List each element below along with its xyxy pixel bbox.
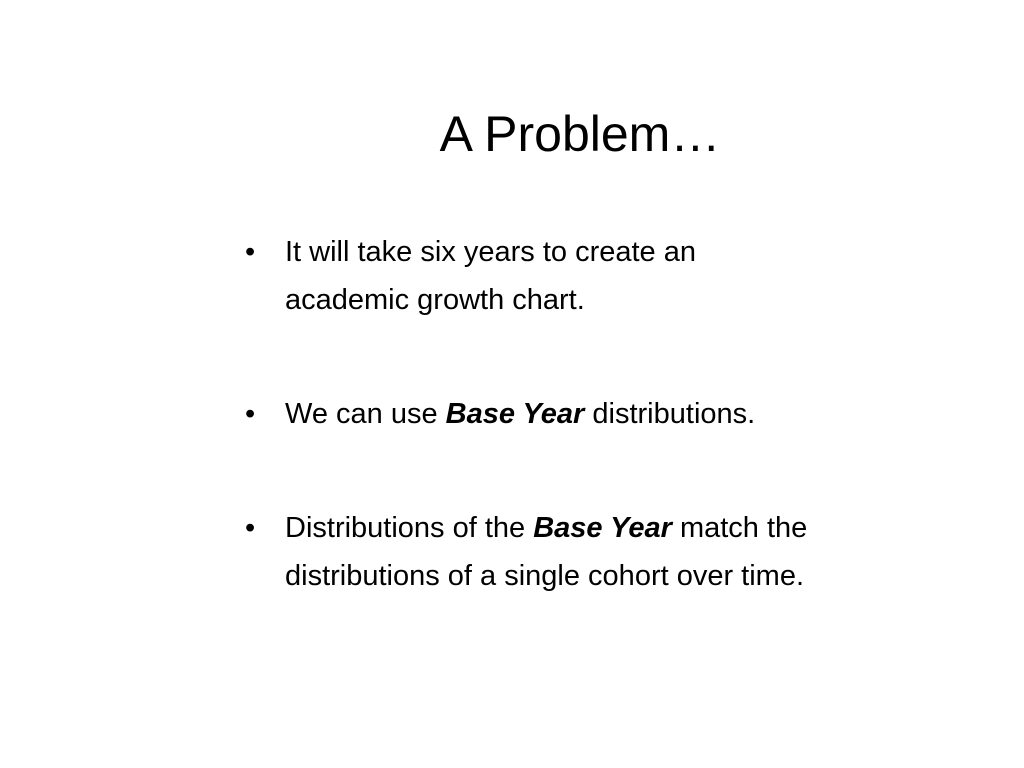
bullet-dot-icon: • [245,512,256,544]
bullet-text-pre: We can use [285,398,446,430]
bullet-text [285,504,935,600]
bullet-text-post: match the distributions of a single cohort over time. [285,512,808,592]
bullet-text: It will take six years to create an academic growth chart. [285,236,696,316]
bullet-text-emphasis: Base Year [533,512,672,544]
bullet-dot-icon: • [245,398,256,430]
bullet-list [242,228,942,600]
bullet-text-pre: Distributions of the [285,512,534,544]
bullet-dot-icon: • [245,236,256,268]
slide-title: A Problem… [439,106,721,162]
bullet-item-3 [242,504,942,600]
bullet-text-post: distributions. [584,398,756,430]
bullet-item-2 [242,390,942,438]
bullet-text-emphasis: Base Year [445,398,585,430]
bullet-item-1 [242,228,942,324]
